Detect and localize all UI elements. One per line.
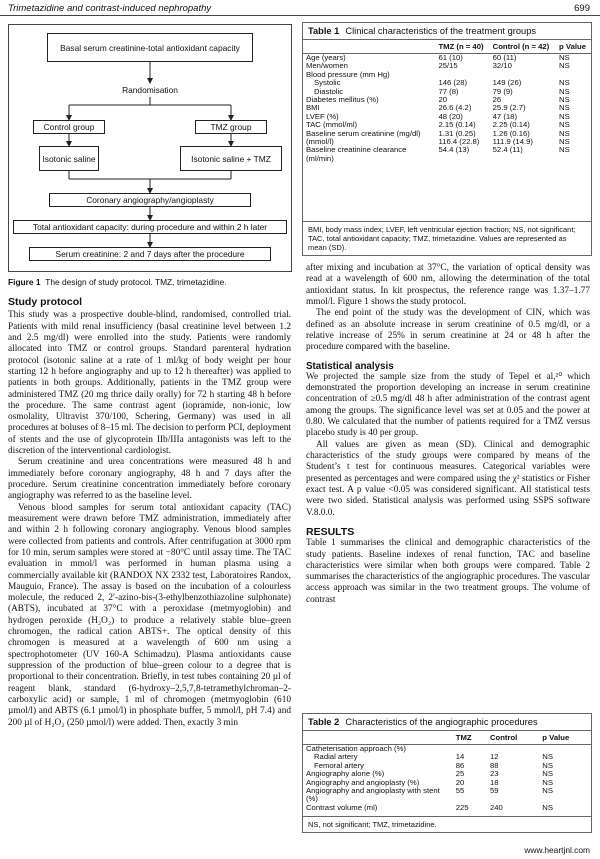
table-1-col-p: p Value — [556, 40, 591, 54]
protocol-paragraph-1: This study was a prospective double-blind, randomised, controlled trial. Patients with mild renal insufficiency (basal creatinine level between 1.2 and 2.5 mg/dl) were enrolled into the study. Patients were randomly allocated into TMZ or control groups. Standard parenteral hydration protocol (isotonic saline at a rate of 1 ml/kg of body weight per hour starting 12 h before angiography and up to 12 h thereafter) was applied to patients in both groups. Additionally, patients in the TMZ group were administered TMZ (20 mg thrice daily orally) for 72 h starting 48 h before the procedure. The same contrast agent (iopramide, non-ionic, low osmolality, Ultravist 370/100, Schering, Germany) was used in all procedures at boluses of 8–15 ml. The decision to perform PCI, deployment of stents and the use of glycoprotein IIb/IIIa antagonists was left to the discretion of the interventional cardiologist. — [8, 310, 291, 457]
footer-url: www.heartjnl.com — [524, 845, 590, 855]
table-cell-label: LVEF (%) — [306, 111, 339, 121]
box-serum-creatinine: Serum creatinine: 2 and 7 days after the procedure — [29, 247, 271, 261]
table-2-title — [303, 714, 591, 731]
box-tac: Total antioxidant capacity: during procedure and within 2 h later — [13, 220, 287, 234]
table-1-title-text: Clinical characteristics of the treatment groups — [345, 26, 537, 36]
heading-statistical-analysis: Statistical analysis — [306, 360, 394, 372]
table-cell-ctrl: 240 — [489, 802, 503, 812]
table-2-col-tmz: TMZ — [453, 731, 487, 745]
table-2-col-control: Control — [487, 731, 539, 745]
figure-1-caption — [8, 277, 293, 288]
table-cell-p: NS — [559, 95, 570, 105]
table-cell-label: Radial artery — [314, 752, 358, 762]
page-number: 699 — [574, 3, 590, 14]
table-cell-p: NS — [542, 802, 553, 812]
table-cell-tmz: 61 (10) — [438, 53, 463, 62]
table-2-grid — [303, 731, 591, 812]
box-control-group: Control group — [33, 120, 105, 134]
table-cell-label: Diastolic — [314, 86, 344, 96]
table-cell-p: NS — [559, 137, 570, 147]
table-cell-tmz: 25 — [455, 769, 465, 779]
table-cell-tmz: 26.6 (4.2) — [438, 103, 472, 113]
table-1-grid — [303, 40, 591, 163]
table-cell-ctrl: 60 (11) — [492, 53, 517, 62]
table-cell-p: NS — [559, 103, 570, 113]
table-cell-tmz: 20 — [455, 777, 465, 787]
table-cell-tmz: 2.15 (0.14) — [438, 120, 476, 130]
figure-1-label: Figure 1 — [8, 277, 41, 287]
protocol-paragraph-3: Venous blood samples for serum total antioxidant capacity (TAC) measurement were drawn before TMZ administration, immediately after and within 2 h following coronary angiography. Venous blood samples were collected from patients and controls. After centrifugation at 3000 rpm for 10 min, serum samples were stored at −80°C until assay time. The TAC evaluation in mmol/l was performed in human plasma using a commercially available kit (RANDOX NX 2332 test, Laboratoires Randox, Mauguio, France). The assay is based on the incubation of a colourless molecule, the reduced 2, 2′-azino-bis-(3-ethylbenzothiazoline sulphonate) (ABTS), incubated at 37°C with a peroxidase (metmyoglobin) and hydrogen peroxide (H₂O₂) to produce a relatively stable blue–green chromogen, the radical cation ABTS+. The optical density of this chromogen is measured at a wavelength of 600 nm using a spectrophotometer (UV 160-A Schimadzu). Plasma antioxidants cause suppression of the production of blue–green colour to a degree that is proportional to their concentration. Briefly, in test tubes containing 20 µl of reagent blank, standard (6-hydroxy–2,5,7,8-tetramethylchroman–2-carboxylic acid) or sample, 1 ml of chromogen (metmyoglobin (610 µmol/l) and ABTS (6.1 µmol/l) in phosphate buffer, 5 mmol/l, pH 7.4) and 200 µl of H₂O₂ (250 µmol/l) were added. Then, exactly 3 min — [8, 502, 291, 728]
protocol-paragraph-2: Serum creatinine and urea concentrations were measured 48 h and immediately before coronary angiography, 48 h and 7 days after the procedure. Serum creatinine concentration immediately before coronary angiography was referred to as the baseline level. — [8, 457, 291, 502]
right-paragraph-1: after mixing and incubation at 37°C, the variation of optical density was read at a wavelength of 600 nm, allowing the determination of the total antioxidant status. In kit prospectus, the reference range was 1.37–1.77 mmol/l. Figure 1 shows the study protocol. — [306, 263, 590, 307]
table-row — [303, 146, 591, 163]
running-title: Trimetazidine and contrast-induced nephropathy — [8, 3, 212, 14]
header-rule — [0, 15, 600, 16]
table-cell-ctrl: 12 — [489, 752, 499, 762]
heading-study-protocol: Study protocol — [8, 296, 83, 308]
table-cell-tmz: 86 — [455, 760, 465, 770]
box-isotonic-saline-tmz: Isotonic saline + TMZ — [180, 146, 282, 171]
table-cell-tmz: 146 (28) — [438, 78, 468, 88]
table-cell-p: NS — [559, 145, 570, 155]
figure-1-caption-text: The design of study protocol. TMZ, trimetazidine. — [45, 277, 227, 287]
table-cell-ctrl: 149 (26) — [492, 78, 522, 88]
table-cell-label: Diabetes mellitus (%) — [306, 95, 379, 105]
table-cell-p: NS — [542, 786, 553, 796]
table-cell-label: Angiography and angioplasty (%) — [306, 777, 420, 787]
table-cell-tmz: 54.4 (13) — [438, 145, 470, 155]
table-cell-tmz: 116.4 (22.8) — [438, 137, 480, 147]
table-cell-ctrl: 26 — [492, 95, 502, 105]
table-cell-p: NS — [559, 120, 570, 130]
heading-results: RESULTS — [306, 525, 355, 538]
table-cell-tmz: 77 (8) — [438, 86, 459, 96]
box-angiography: Coronary angiography/angioplasty — [49, 193, 251, 207]
table-cell-p: NS — [559, 111, 570, 121]
table-cell-p: NS — [542, 760, 553, 770]
table-cell-label: BMI — [306, 103, 320, 113]
table-cell-tmz: 20 — [438, 95, 448, 105]
table-1-col-0 — [303, 40, 435, 54]
table-cell-label: Angiography alone (%) — [306, 769, 385, 779]
table-cell-ctrl: 88 — [489, 760, 499, 770]
table-cell-p: NS — [559, 128, 570, 138]
box-isotonic-saline: Isotonic saline — [39, 146, 99, 171]
table-cell-ctrl: 111.9 (14.9) — [492, 137, 533, 147]
table-1-title — [303, 23, 591, 40]
table-cell-p: NS — [542, 777, 553, 787]
table-cell-ctrl: 79 (9) — [492, 86, 513, 96]
table-2-title-text: Characteristics of the angiographic procedures — [345, 717, 538, 727]
table-cell-label: Contrast volume (ml) — [306, 802, 378, 812]
table-2 — [302, 713, 592, 833]
table-1 — [302, 22, 592, 256]
table-cell-ctrl: 52.4 (11) — [492, 145, 523, 155]
box-randomisation: Randomisation — [122, 85, 178, 95]
table-cell-tmz: 55 — [455, 786, 465, 796]
table-cell-p: NS — [559, 86, 570, 96]
table-1-label: Table 1 — [308, 26, 340, 36]
table-cell-tmz: 25/15 — [438, 61, 458, 71]
table-cell-tmz: 225 — [455, 802, 469, 812]
table-cell-label: TAC (mmol/ml) — [306, 120, 358, 130]
table-cell-p: NS — [559, 61, 570, 71]
table-cell-p: NS — [559, 53, 570, 62]
table-cell-ctrl: 18 — [489, 777, 499, 787]
table-1-note: BMI, body mass index; LVEF, left ventricular ejection fraction; NS, not significant; TAC, total antioxidant capacity; TMZ, trimetazidine. Values are represented as mean (SD). — [303, 221, 591, 255]
right-paragraph-2: The end point of the study was the development of CIN, which was defined as an absolute increase in serum creatinine of 0.5 mg/dl, or a relative increase of 25% in serum creatinine at 24 or 48 h after the procedure compared with the baseline. — [306, 308, 590, 353]
table-cell-label: Femoral artery — [314, 760, 364, 770]
table-cell-ctrl: 59 — [489, 786, 499, 796]
table-cell-label: Blood pressure (mm Hg) — [306, 69, 390, 79]
right-column — [306, 263, 590, 606]
left-column — [8, 297, 291, 729]
table-1-col-tmz: TMZ (n = 40) — [435, 40, 489, 54]
table-cell-ctrl: 1.26 (0.16) — [492, 128, 530, 138]
table-cell-ctrl: 32/10 — [492, 61, 512, 71]
stat-paragraph-1: We projected the sample size from the study of Tepel et al,²⁰ which demonstrated the proportion developing an increase in serum creatinine concentration of ≥0.5 mg/dl 48 h after administration of the contrast agent among the groups. The significance level was set at 0.05 and the power at 0.80. We calculated that the number of patients required for a TMZ versus placebo study is 40 per group. — [306, 371, 590, 439]
box-basal: Basal serum creatinine-total antioxidant capacity — [47, 33, 253, 62]
table-cell-ctrl: 47 (18) — [492, 111, 517, 121]
table-cell-tmz: 14 — [455, 752, 465, 762]
table-cell-p: NS — [542, 752, 553, 762]
box-tmz-group: TMZ group — [195, 120, 267, 134]
table-row — [303, 804, 591, 812]
table-cell-label: Angiography and angioplasty with stent (%) — [306, 786, 440, 804]
table-2-col-p: p Value — [539, 731, 591, 745]
figure-1-flowchart — [8, 24, 292, 272]
table-cell-label: Baseline serum creatinine (mg/dl) — [306, 128, 421, 138]
table-cell-label: Men/women — [306, 61, 348, 71]
table-2-col-0 — [303, 731, 453, 745]
table-cell-tmz: 1.31 (0.25) — [438, 128, 476, 138]
table-cell-ctrl: 25.9 (2.7) — [492, 103, 526, 113]
table-cell-p: NS — [559, 78, 570, 88]
table-cell-ctrl: 23 — [489, 769, 499, 779]
table-cell-p: NS — [542, 769, 553, 779]
table-1-col-control: Control (n = 42) — [490, 40, 556, 54]
stat-paragraph-2: All values are given as mean (SD). Clinical and demographic characteristics of the study groups were compared by means of the Student’s t test for continuous measures. Categorical variables were presented as percentages and were compared using the χ² statistics or Fisher exact test. A p value <0.05 was considered significant. All statistical tests were two sided. Statistical analysis was performed using SSPS software V.8.0.0. — [306, 439, 590, 518]
table-cell-label: Systolic — [314, 78, 341, 88]
table-2-label: Table 2 — [308, 717, 340, 727]
table-2-note: NS, not significant; TMZ, trimetazidine. — [303, 816, 591, 832]
table-cell-label: Catheterisation approach (%) — [306, 744, 406, 753]
table-row — [303, 787, 591, 804]
results-paragraph: Table 1 summarises the clinical and demographic characteristics of the study patients. Baseline indexes of renal function, TAC and baseline characteristics were similar when both groups were compared. Table 2 summarises the characteristics of the angiographic procedures. The vascular access approach was similar in the two treatment groups. The volume of contrast — [306, 538, 590, 605]
table-cell-label: (mmol/l) — [306, 137, 334, 147]
table-cell-label: Baseline creatinine clearance (ml/min) — [306, 145, 407, 163]
table-cell-ctrl: 2.25 (0.14) — [492, 120, 530, 130]
table-cell-tmz: 48 (20) — [438, 111, 463, 121]
table-cell-label: Age (years) — [306, 53, 346, 62]
